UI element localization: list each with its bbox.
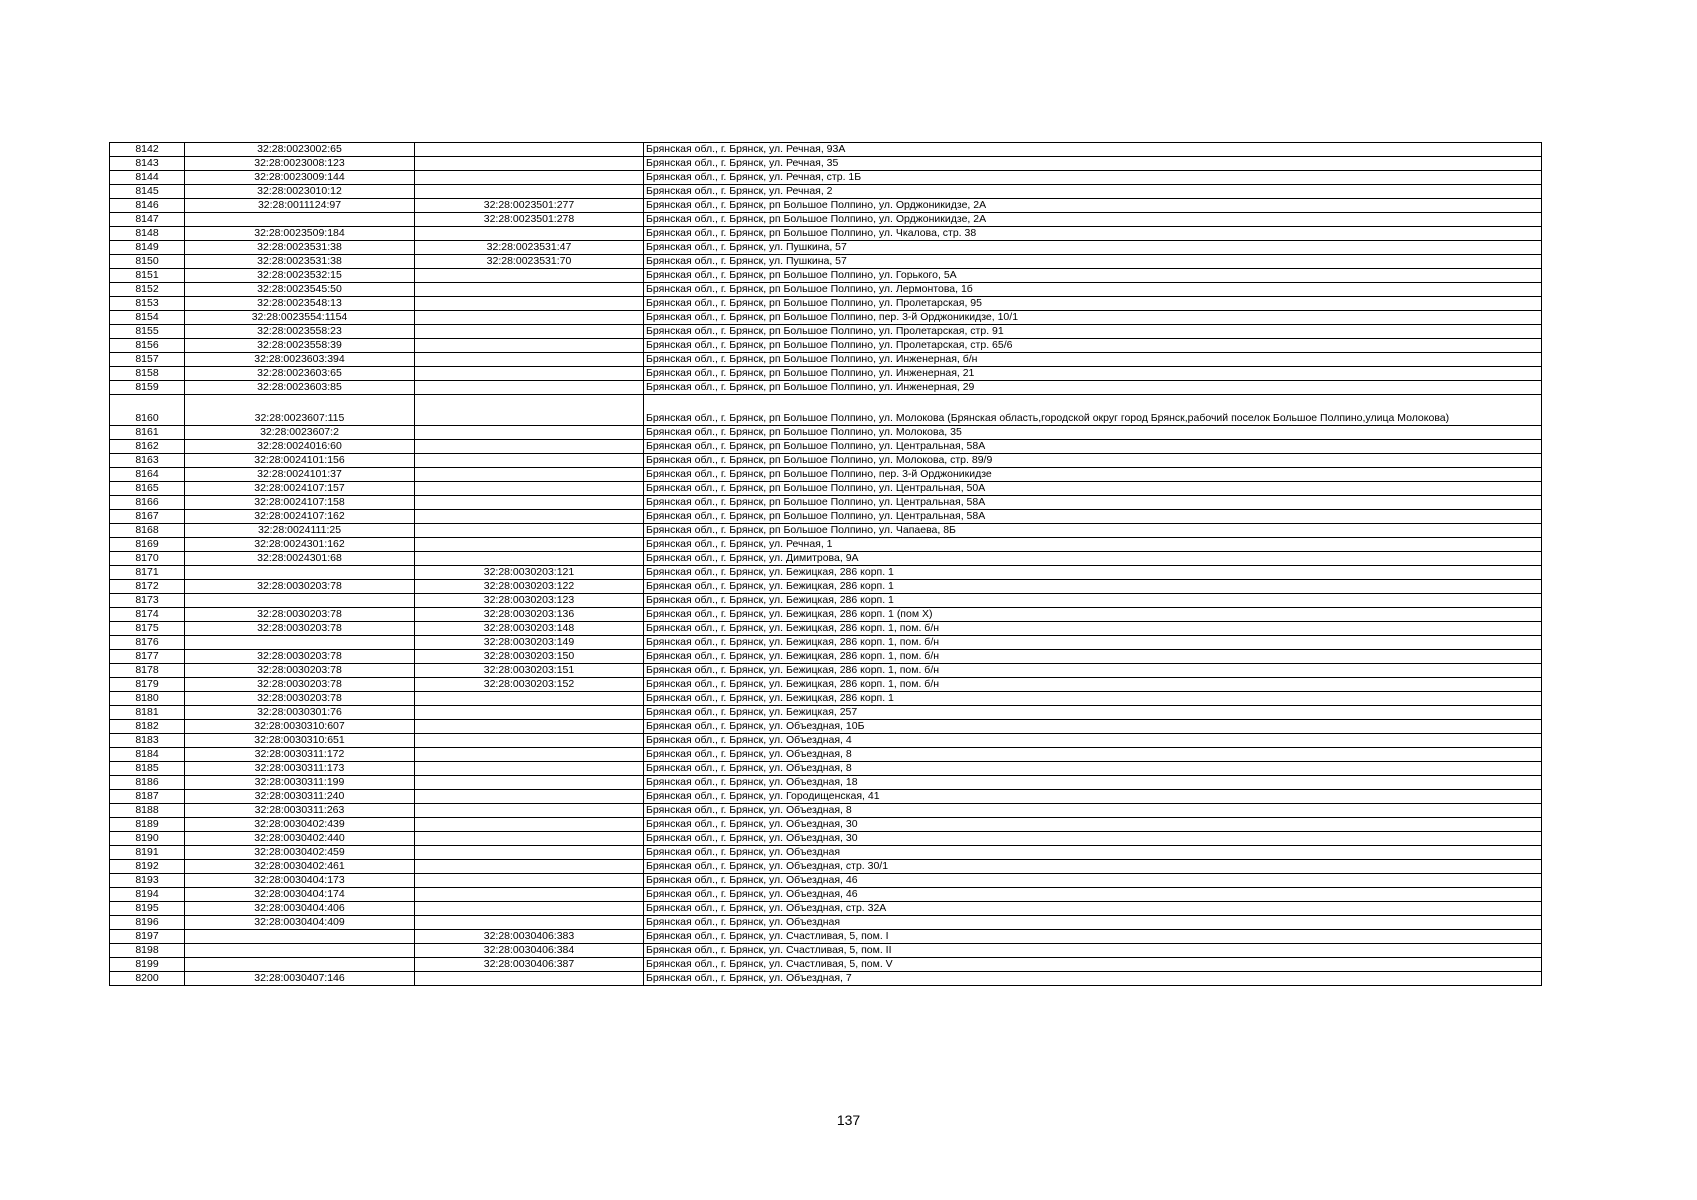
table-row <box>110 185 1542 199</box>
linked-cadastral-number-cell <box>415 367 644 381</box>
table-row <box>110 353 1542 367</box>
table-row <box>110 650 1542 664</box>
cadastral-number-cell: 32:28:0023554:1154 <box>185 311 415 325</box>
row-number-cell: 8177 <box>110 650 185 664</box>
cadastral-number-cell: 32:28:0030402:440 <box>185 832 415 846</box>
address-cell: Брянская обл., г. Брянск, рп Большое Полпино, ул. Молокова (Брянская область,городской округ город Брянск,рабочий поселок Большое Полпино,улица Молокова) <box>644 395 1542 426</box>
address-cell: Брянская обл., г. Брянск, рп Большое Полпино, ул. Центральная, 58А <box>644 440 1542 454</box>
row-number-cell: 8189 <box>110 818 185 832</box>
linked-cadastral-number-cell <box>415 692 644 706</box>
cadastral-number-cell: 32:28:0024016:60 <box>185 440 415 454</box>
table-row <box>110 692 1542 706</box>
cadastral-number-cell: 32:28:0030404:409 <box>185 916 415 930</box>
linked-cadastral-number-cell <box>415 776 644 790</box>
row-number-cell: 8152 <box>110 283 185 297</box>
table-row <box>110 283 1542 297</box>
row-number-cell: 8150 <box>110 255 185 269</box>
row-number-cell: 8146 <box>110 199 185 213</box>
linked-cadastral-number-cell <box>415 720 644 734</box>
cadastral-number-cell: 32:28:0030203:78 <box>185 622 415 636</box>
linked-cadastral-number-cell <box>415 496 644 510</box>
cadastral-number-cell: 32:28:0023607:115 <box>185 395 415 426</box>
table-row <box>110 524 1542 538</box>
address-cell: Брянская обл., г. Брянск, рп Большое Полпино, ул. Орджоникидзе, 2А <box>644 199 1542 213</box>
row-number-cell: 8180 <box>110 692 185 706</box>
linked-cadastral-number-cell: 32:28:0030203:148 <box>415 622 644 636</box>
cadastral-number-cell: 32:28:0030407:146 <box>185 972 415 986</box>
cadastral-number-cell: 32:28:0030402:461 <box>185 860 415 874</box>
cadastral-number-cell: 32:28:0030203:78 <box>185 678 415 692</box>
address-cell: Брянская обл., г. Брянск, ул. Бежицкая, 286 корп. 1 <box>644 692 1542 706</box>
table-row <box>110 972 1542 986</box>
cadastral-number-cell: 32:28:0024101:37 <box>185 468 415 482</box>
row-number-cell: 8199 <box>110 958 185 972</box>
row-number-cell: 8155 <box>110 325 185 339</box>
row-number-cell: 8195 <box>110 902 185 916</box>
row-number-cell: 8179 <box>110 678 185 692</box>
table-row <box>110 636 1542 650</box>
linked-cadastral-number-cell <box>415 440 644 454</box>
cadastral-number-cell: 32:28:0030402:439 <box>185 818 415 832</box>
address-cell: Брянская обл., г. Брянск, ул. Счастливая, 5, пом. V <box>644 958 1542 972</box>
cadastral-number-cell: 32:28:0023531:38 <box>185 241 415 255</box>
address-cell: Брянская обл., г. Брянск, ул. Городищенская, 41 <box>644 790 1542 804</box>
cadastral-number-cell: 32:28:0030203:78 <box>185 580 415 594</box>
row-number-cell: 8160 <box>110 395 185 426</box>
address-cell: Брянская обл., г. Брянск, ул. Объездная, стр. 30/1 <box>644 860 1542 874</box>
table-row <box>110 241 1542 255</box>
row-number-cell: 8151 <box>110 269 185 283</box>
row-number-cell: 8143 <box>110 157 185 171</box>
row-number-cell: 8144 <box>110 171 185 185</box>
table-row <box>110 608 1542 622</box>
address-cell: Брянская обл., г. Брянск, рп Большое Полпино, пер. 3-й Орджоникидзе, 10/1 <box>644 311 1542 325</box>
linked-cadastral-number-cell <box>415 283 644 297</box>
cadastral-number-cell: 32:28:0030203:78 <box>185 664 415 678</box>
row-number-cell: 8171 <box>110 566 185 580</box>
cadastral-number-cell: 32:28:0030310:607 <box>185 720 415 734</box>
row-number-cell: 8200 <box>110 972 185 986</box>
address-cell: Брянская обл., г. Брянск, ул. Бежицкая, 286 корп. 1 <box>644 580 1542 594</box>
address-cell: Брянская обл., г. Брянск, ул. Объездная, 46 <box>644 888 1542 902</box>
table-row <box>110 860 1542 874</box>
linked-cadastral-number-cell <box>415 916 644 930</box>
address-cell: Брянская обл., г. Брянск, ул. Объездная, 8 <box>644 748 1542 762</box>
address-cell: Брянская обл., г. Брянск, ул. Объездная <box>644 916 1542 930</box>
row-number-cell: 8158 <box>110 367 185 381</box>
table-row <box>110 622 1542 636</box>
address-cell: Брянская обл., г. Брянск, ул. Речная, 93А <box>644 143 1542 157</box>
table-row <box>110 171 1542 185</box>
cadastral-number-cell: 32:28:0023532:15 <box>185 269 415 283</box>
linked-cadastral-number-cell <box>415 381 644 395</box>
address-cell: Брянская обл., г. Брянск, ул. Речная, стр. 1Б <box>644 171 1542 185</box>
address-cell: Брянская обл., г. Брянск, рп Большое Полпино, ул. Пролетарская, 95 <box>644 297 1542 311</box>
address-cell: Брянская обл., г. Брянск, рп Большое Полпино, пер. 3-й Орджоникидзе <box>644 468 1542 482</box>
linked-cadastral-number-cell <box>415 832 644 846</box>
linked-cadastral-number-cell <box>415 269 644 283</box>
address-cell: Брянская обл., г. Брянск, рп Большое Полпино, ул. Центральная, 58А <box>644 496 1542 510</box>
linked-cadastral-number-cell: 32:28:0030203:122 <box>415 580 644 594</box>
row-number-cell: 8148 <box>110 227 185 241</box>
page-number: 137 <box>836 1112 861 1128</box>
table-row <box>110 510 1542 524</box>
address-cell: Брянская обл., г. Брянск, рп Большое Полпино, ул. Молокова, 35 <box>644 426 1542 440</box>
table-row <box>110 395 1542 426</box>
cadastral-number-cell: 32:28:0030404:406 <box>185 902 415 916</box>
linked-cadastral-number-cell <box>415 902 644 916</box>
table-row <box>110 720 1542 734</box>
linked-cadastral-number-cell <box>415 846 644 860</box>
linked-cadastral-number-cell <box>415 426 644 440</box>
linked-cadastral-number-cell <box>415 790 644 804</box>
table-row <box>110 580 1542 594</box>
cadastral-number-cell: 32:28:0023008:123 <box>185 157 415 171</box>
table-row <box>110 339 1542 353</box>
cadastral-number-cell: 32:28:0024301:68 <box>185 552 415 566</box>
cadastral-number-cell: 32:28:0023603:394 <box>185 353 415 367</box>
table-row <box>110 664 1542 678</box>
row-number-cell: 8191 <box>110 846 185 860</box>
row-number-cell: 8186 <box>110 776 185 790</box>
linked-cadastral-number-cell <box>415 482 644 496</box>
property-table <box>109 142 1542 986</box>
address-cell: Брянская обл., г. Брянск, рп Большое Полпино, ул. Центральная, 58А <box>644 510 1542 524</box>
linked-cadastral-number-cell: 32:28:0023501:278 <box>415 213 644 227</box>
table-row <box>110 440 1542 454</box>
table-row <box>110 776 1542 790</box>
row-number-cell: 8194 <box>110 888 185 902</box>
cadastral-number-cell: 32:28:0024107:158 <box>185 496 415 510</box>
table-row <box>110 594 1542 608</box>
table-row <box>110 199 1542 213</box>
linked-cadastral-number-cell: 32:28:0030406:387 <box>415 958 644 972</box>
linked-cadastral-number-cell: 32:28:0030203:136 <box>415 608 644 622</box>
address-cell: Брянская обл., г. Брянск, ул. Речная, 35 <box>644 157 1542 171</box>
address-cell: Брянская обл., г. Брянск, ул. Объездная, 8 <box>644 762 1542 776</box>
cadastral-number-cell: 32:28:0023002:65 <box>185 143 415 157</box>
row-number-cell: 8182 <box>110 720 185 734</box>
cadastral-number-cell: 32:28:0030311:172 <box>185 748 415 762</box>
row-number-cell: 8184 <box>110 748 185 762</box>
table-row <box>110 762 1542 776</box>
table-row <box>110 874 1542 888</box>
cadastral-number-cell: 32:28:0023607:2 <box>185 426 415 440</box>
table-row <box>110 227 1542 241</box>
row-number-cell: 8159 <box>110 381 185 395</box>
address-cell: Брянская обл., г. Брянск, ул. Объездная, 4 <box>644 734 1542 748</box>
cadastral-number-cell: 32:28:0030311:240 <box>185 790 415 804</box>
row-number-cell: 8178 <box>110 664 185 678</box>
row-number-cell: 8157 <box>110 353 185 367</box>
row-number-cell: 8165 <box>110 482 185 496</box>
linked-cadastral-number-cell <box>415 972 644 986</box>
cadastral-number-cell: 32:28:0011124:97 <box>185 199 415 213</box>
linked-cadastral-number-cell: 32:28:0030203:121 <box>415 566 644 580</box>
row-number-cell: 8198 <box>110 944 185 958</box>
linked-cadastral-number-cell <box>415 395 644 426</box>
linked-cadastral-number-cell <box>415 748 644 762</box>
table-row <box>110 790 1542 804</box>
address-cell: Брянская обл., г. Брянск, рп Большое Полпино, ул. Центральная, 50А <box>644 482 1542 496</box>
table-row <box>110 538 1542 552</box>
address-cell: Брянская обл., г. Брянск, рп Большое Полпино, ул. Лермонтова, 1б <box>644 283 1542 297</box>
cadastral-number-cell <box>185 566 415 580</box>
table-row <box>110 426 1542 440</box>
address-cell: Брянская обл., г. Брянск, ул. Объездная, 46 <box>644 874 1542 888</box>
table-row <box>110 944 1542 958</box>
row-number-cell: 8192 <box>110 860 185 874</box>
row-number-cell: 8196 <box>110 916 185 930</box>
address-cell: Брянская обл., г. Брянск, ул. Бежицкая, 286 корп. 1, пом. б/н <box>644 650 1542 664</box>
linked-cadastral-number-cell <box>415 888 644 902</box>
linked-cadastral-number-cell: 32:28:0023531:47 <box>415 241 644 255</box>
address-cell: Брянская обл., г. Брянск, ул. Объездная, 18 <box>644 776 1542 790</box>
linked-cadastral-number-cell: 32:28:0030203:150 <box>415 650 644 664</box>
row-number-cell: 8172 <box>110 580 185 594</box>
linked-cadastral-number-cell <box>415 804 644 818</box>
row-number-cell: 8176 <box>110 636 185 650</box>
table-row <box>110 381 1542 395</box>
row-number-cell: 8190 <box>110 832 185 846</box>
table-row <box>110 916 1542 930</box>
linked-cadastral-number-cell <box>415 538 644 552</box>
cadastral-number-cell: 32:28:0030301:76 <box>185 706 415 720</box>
cadastral-number-cell <box>185 636 415 650</box>
table-row <box>110 804 1542 818</box>
table-row <box>110 678 1542 692</box>
table-row <box>110 454 1542 468</box>
cadastral-number-cell: 32:28:0024111:25 <box>185 524 415 538</box>
address-cell: Брянская обл., г. Брянск, рп Большое Полпино, ул. Чкалова, стр. 38 <box>644 227 1542 241</box>
address-cell: Брянская обл., г. Брянск, рп Большое Полпино, ул. Пролетарская, стр. 91 <box>644 325 1542 339</box>
cadastral-number-cell: 32:28:0030404:173 <box>185 874 415 888</box>
address-cell: Брянская обл., г. Брянск, рп Большое Полпино, ул. Пролетарская, стр. 65/6 <box>644 339 1542 353</box>
address-cell: Брянская обл., г. Брянск, ул. Бежицкая, 286 корп. 1, пом. б/н <box>644 664 1542 678</box>
table-row <box>110 958 1542 972</box>
address-cell: Брянская обл., г. Брянск, рп Большое Полпино, ул. Горького, 5А <box>644 269 1542 283</box>
cadastral-number-cell: 32:28:0023558:39 <box>185 339 415 353</box>
linked-cadastral-number-cell <box>415 325 644 339</box>
row-number-cell: 8183 <box>110 734 185 748</box>
address-cell: Брянская обл., г. Брянск, рп Большое Полпино, ул. Орджоникидзе, 2А <box>644 213 1542 227</box>
address-cell: Брянская обл., г. Брянск, ул. Объездная, 7 <box>644 972 1542 986</box>
address-cell: Брянская обл., г. Брянск, рп Большое Полпино, ул. Молокова, стр. 89/9 <box>644 454 1542 468</box>
address-cell: Брянская обл., г. Брянск, ул. Речная, 2 <box>644 185 1542 199</box>
row-number-cell: 8174 <box>110 608 185 622</box>
cadastral-number-cell: 32:28:0030404:174 <box>185 888 415 902</box>
row-number-cell: 8161 <box>110 426 185 440</box>
address-cell: Брянская обл., г. Брянск, ул. Объездная, 8 <box>644 804 1542 818</box>
cadastral-number-cell: 32:28:0023603:85 <box>185 381 415 395</box>
address-cell: Брянская обл., г. Брянск, ул. Объездная <box>644 846 1542 860</box>
row-number-cell: 8142 <box>110 143 185 157</box>
linked-cadastral-number-cell <box>415 874 644 888</box>
linked-cadastral-number-cell <box>415 468 644 482</box>
row-number-cell: 8153 <box>110 297 185 311</box>
cadastral-number-cell <box>185 213 415 227</box>
linked-cadastral-number-cell <box>415 762 644 776</box>
table-row <box>110 818 1542 832</box>
row-number-cell: 8197 <box>110 930 185 944</box>
linked-cadastral-number-cell <box>415 524 644 538</box>
linked-cadastral-number-cell <box>415 143 644 157</box>
table-row <box>110 930 1542 944</box>
table-row <box>110 213 1542 227</box>
cadastral-number-cell: 32:28:0024107:162 <box>185 510 415 524</box>
row-number-cell: 8185 <box>110 762 185 776</box>
address-cell: Брянская обл., г. Брянск, ул. Димитрова, 9А <box>644 552 1542 566</box>
address-cell: Брянская обл., г. Брянск, ул. Объездная, 10Б <box>644 720 1542 734</box>
row-number-cell: 8166 <box>110 496 185 510</box>
linked-cadastral-number-cell <box>415 510 644 524</box>
linked-cadastral-number-cell: 32:28:0030203:123 <box>415 594 644 608</box>
table-row <box>110 902 1542 916</box>
row-number-cell: 8187 <box>110 790 185 804</box>
row-number-cell: 8181 <box>110 706 185 720</box>
cadastral-number-cell <box>185 944 415 958</box>
address-cell: Брянская обл., г. Брянск, ул. Счастливая, 5, пом. I <box>644 930 1542 944</box>
cadastral-number-cell: 32:28:0023548:13 <box>185 297 415 311</box>
table-row <box>110 552 1542 566</box>
linked-cadastral-number-cell: 32:28:0023531:70 <box>415 255 644 269</box>
cadastral-number-cell: 32:28:0023010:12 <box>185 185 415 199</box>
row-number-cell: 8163 <box>110 454 185 468</box>
linked-cadastral-number-cell <box>415 353 644 367</box>
cadastral-number-cell: 32:28:0023558:23 <box>185 325 415 339</box>
linked-cadastral-number-cell: 32:28:0030406:383 <box>415 930 644 944</box>
table-row <box>110 566 1542 580</box>
linked-cadastral-number-cell <box>415 311 644 325</box>
row-number-cell: 8193 <box>110 874 185 888</box>
address-cell: Брянская обл., г. Брянск, рп Большое Полпино, ул. Инженерная, б/н <box>644 353 1542 367</box>
address-cell: Брянская обл., г. Брянск, ул. Бежицкая, 286 корп. 1 <box>644 566 1542 580</box>
row-number-cell: 8167 <box>110 510 185 524</box>
table-row <box>110 734 1542 748</box>
cadastral-number-cell: 32:28:0023509:184 <box>185 227 415 241</box>
table-row <box>110 157 1542 171</box>
cadastral-number-cell: 32:28:0023531:38 <box>185 255 415 269</box>
row-number-cell: 8154 <box>110 311 185 325</box>
cadastral-number-cell: 32:28:0030311:263 <box>185 804 415 818</box>
address-cell: Брянская обл., г. Брянск, ул. Объездная, 30 <box>644 832 1542 846</box>
row-number-cell: 8149 <box>110 241 185 255</box>
table-row <box>110 748 1542 762</box>
address-cell: Брянская обл., г. Брянск, рп Большое Полпино, ул. Инженерная, 29 <box>644 381 1542 395</box>
linked-cadastral-number-cell <box>415 454 644 468</box>
cadastral-number-cell: 32:28:0030203:78 <box>185 650 415 664</box>
row-number-cell: 8145 <box>110 185 185 199</box>
row-number-cell: 8156 <box>110 339 185 353</box>
linked-cadastral-number-cell: 32:28:0030203:149 <box>415 636 644 650</box>
address-cell: Брянская обл., г. Брянск, ул. Пушкина, 57 <box>644 255 1542 269</box>
row-number-cell: 8162 <box>110 440 185 454</box>
table-row <box>110 325 1542 339</box>
address-cell: Брянская обл., г. Брянск, рп Большое Полпино, ул. Инженерная, 21 <box>644 367 1542 381</box>
table-row <box>110 468 1542 482</box>
cadastral-number-cell <box>185 930 415 944</box>
address-cell: Брянская обл., г. Брянск, ул. Пушкина, 57 <box>644 241 1542 255</box>
linked-cadastral-number-cell <box>415 552 644 566</box>
row-number-cell: 8175 <box>110 622 185 636</box>
table-row <box>110 832 1542 846</box>
row-number-cell: 8188 <box>110 804 185 818</box>
linked-cadastral-number-cell <box>415 706 644 720</box>
linked-cadastral-number-cell: 32:28:0023501:277 <box>415 199 644 213</box>
table-row <box>110 143 1542 157</box>
table-row <box>110 269 1542 283</box>
row-number-cell: 8164 <box>110 468 185 482</box>
cadastral-number-cell: 32:28:0024101:156 <box>185 454 415 468</box>
linked-cadastral-number-cell <box>415 818 644 832</box>
linked-cadastral-number-cell <box>415 297 644 311</box>
table-row <box>110 846 1542 860</box>
address-cell: Брянская обл., г. Брянск, ул. Бежицкая, 286 корп. 1, пом. б/н <box>644 678 1542 692</box>
address-cell: Брянская обл., г. Брянск, ул. Бежицкая, 257 <box>644 706 1542 720</box>
cadastral-number-cell: 32:28:0030203:78 <box>185 692 415 706</box>
linked-cadastral-number-cell <box>415 157 644 171</box>
linked-cadastral-number-cell <box>415 227 644 241</box>
row-number-cell: 8168 <box>110 524 185 538</box>
address-cell: Брянская обл., г. Брянск, ул. Речная, 1 <box>644 538 1542 552</box>
cadastral-number-cell: 32:28:0030311:173 <box>185 762 415 776</box>
cadastral-number-cell <box>185 594 415 608</box>
address-cell: Брянская обл., г. Брянск, ул. Объездная, стр. 32А <box>644 902 1542 916</box>
address-cell: Брянская обл., г. Брянск, ул. Бежицкая, 286 корп. 1 (пом X) <box>644 608 1542 622</box>
row-number-cell: 8173 <box>110 594 185 608</box>
linked-cadastral-number-cell: 32:28:0030203:152 <box>415 678 644 692</box>
row-number-cell: 8169 <box>110 538 185 552</box>
row-number-cell: 8170 <box>110 552 185 566</box>
table-row <box>110 496 1542 510</box>
linked-cadastral-number-cell <box>415 185 644 199</box>
property-table-body <box>110 143 1542 986</box>
linked-cadastral-number-cell <box>415 860 644 874</box>
address-cell: Брянская обл., г. Брянск, рп Большое Полпино, ул. Чапаева, 8Б <box>644 524 1542 538</box>
cadastral-number-cell: 32:28:0024107:157 <box>185 482 415 496</box>
address-cell: Брянская обл., г. Брянск, ул. Бежицкая, 286 корп. 1 <box>644 594 1542 608</box>
linked-cadastral-number-cell <box>415 171 644 185</box>
cadastral-number-cell: 32:28:0023545:50 <box>185 283 415 297</box>
table-row <box>110 311 1542 325</box>
cadastral-number-cell: 32:28:0023603:65 <box>185 367 415 381</box>
linked-cadastral-number-cell: 32:28:0030203:151 <box>415 664 644 678</box>
cadastral-number-cell: 32:28:0024301:162 <box>185 538 415 552</box>
cadastral-number-cell: 32:28:0030311:199 <box>185 776 415 790</box>
row-number-cell: 8147 <box>110 213 185 227</box>
table-row <box>110 888 1542 902</box>
cadastral-number-cell: 32:28:0023009:144 <box>185 171 415 185</box>
linked-cadastral-number-cell <box>415 339 644 353</box>
table-row <box>110 255 1542 269</box>
cadastral-number-cell: 32:28:0030310:651 <box>185 734 415 748</box>
table-row <box>110 367 1542 381</box>
linked-cadastral-number-cell <box>415 734 644 748</box>
table-row <box>110 706 1542 720</box>
address-cell: Брянская обл., г. Брянск, ул. Объездная, 30 <box>644 818 1542 832</box>
address-cell: Брянская обл., г. Брянск, ул. Бежицкая, 286 корп. 1, пом. б/н <box>644 636 1542 650</box>
table-row <box>110 482 1542 496</box>
address-cell: Брянская обл., г. Брянск, ул. Счастливая, 5, пом. II <box>644 944 1542 958</box>
cadastral-number-cell <box>185 958 415 972</box>
cadastral-number-cell: 32:28:0030402:459 <box>185 846 415 860</box>
cadastral-number-cell: 32:28:0030203:78 <box>185 608 415 622</box>
table-row <box>110 297 1542 311</box>
linked-cadastral-number-cell: 32:28:0030406:384 <box>415 944 644 958</box>
address-cell: Брянская обл., г. Брянск, ул. Бежицкая, 286 корп. 1, пом. б/н <box>644 622 1542 636</box>
